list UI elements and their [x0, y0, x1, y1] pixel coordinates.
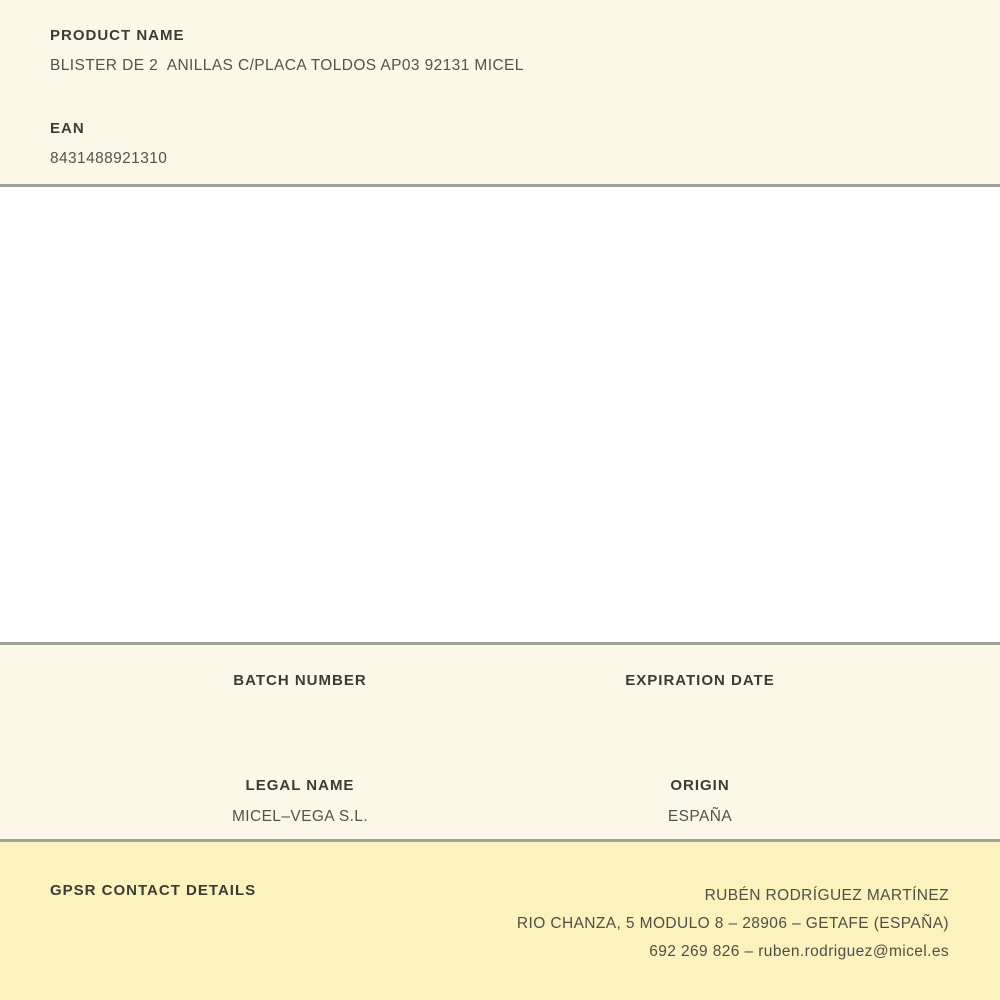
ean-block — [50, 120, 950, 168]
details-row-1 — [100, 672, 900, 703]
batch-number-cell — [100, 672, 500, 703]
legal-name-label: LEGAL NAME — [245, 776, 355, 794]
product-image-area — [0, 187, 1000, 641]
gpsr-contact-block — [517, 882, 949, 966]
expiration-date-label: EXPIRATION DATE — [625, 671, 775, 689]
origin-label: ORIGIN — [670, 776, 730, 794]
gpsr-contact-address: RIO CHANZA, 5 MODULO 8 – 28906 – GETAFE (ESPAÑA) — [516, 915, 949, 933]
expiration-date-cell — [500, 672, 900, 703]
gpsr-section — [0, 842, 1000, 1000]
batch-number-label: BATCH NUMBER — [233, 671, 367, 689]
ean-value: 8431488921310 — [50, 150, 168, 167]
legal-name-value: MICEL–VEGA S.L. — [231, 807, 369, 825]
details-section — [0, 645, 1000, 839]
gpsr-contact-name: RUBÉN RODRÍGUEZ MARTÍNEZ — [704, 887, 949, 905]
product-name-value: BLISTER DE 2 ANILLAS C/PLACA TOLDOS AP03 92131 MICEL — [50, 57, 524, 74]
gpsr-section-label: GPSR CONTACT DETAILS — [50, 882, 257, 900]
product-name-block — [50, 27, 950, 75]
product-header-section — [0, 0, 1000, 184]
product-name-label: PRODUCT NAME — [50, 27, 185, 44]
legal-name-cell — [100, 777, 500, 826]
details-row-2 — [100, 777, 900, 826]
ean-label: EAN — [50, 120, 85, 137]
origin-cell — [500, 777, 900, 826]
origin-value: ESPAÑA — [667, 807, 733, 825]
gpsr-contact-phone-email: 692 269 826 – ruben.rodriguez@micel.es — [649, 943, 949, 961]
